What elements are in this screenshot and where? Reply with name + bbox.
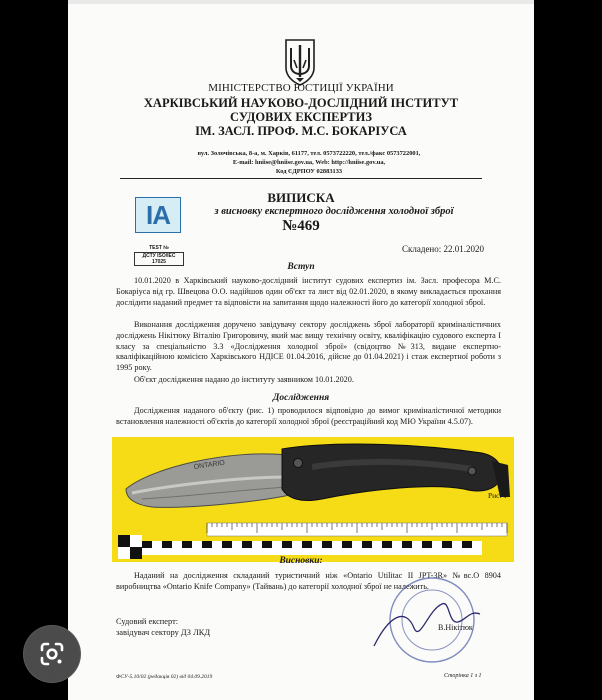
scale-bar-segment <box>172 541 182 548</box>
document-subtitle: з висновку експертного дослідження холодної зброї <box>214 206 454 217</box>
scale-bar-segment <box>222 541 232 548</box>
intro-paragraph-1: 10.01.2020 в Харківський науково-дослідний інститут судових експертиз ім. Засл. професора М.С. Бокаріуса від гр. Швецова О.О. надійшов один об'єкт та лист від 02.01.2020, в якому викладається прохання дослідити наданий предмет та відповісти на запитання щодо належності його до категорії холодної зброї. <box>116 276 501 307</box>
scale-bar-segment <box>372 541 382 548</box>
scale-bar-segment <box>442 541 452 548</box>
address-line-3: Код ЄДРПОУ 02883133 <box>275 168 343 175</box>
accreditation-number: TEST № <box>149 245 169 251</box>
scale-bar-segment <box>402 541 412 548</box>
institute-line-3: ІМ. ЗАСЛ. ПРОФ. М.С. БОКАРІУСА <box>195 124 407 138</box>
scale-bar-segment <box>422 541 432 548</box>
intro-heading: Вступ <box>287 262 315 272</box>
lens-search-button[interactable] <box>24 626 80 682</box>
accreditation-standard: ДСТУ ISO/IEC 17025 <box>134 252 184 266</box>
scale-bar-segment <box>252 541 262 548</box>
scale-bar-segment <box>312 541 322 548</box>
scale-bar-segment <box>432 541 442 548</box>
scale-bar-ticks <box>142 541 482 548</box>
institute-line-2: СУДОВИХ ЕКСПЕРТИЗ <box>230 110 372 124</box>
address-line-1: вул. Золочівська, 8-а, м. Харків, 61177, тел. 0573722220, тел./факс 0573722001, <box>197 150 421 157</box>
accreditation-logo: IA <box>135 197 181 233</box>
research-paragraph: Дослідження наданого об'єкту (рис. 1) проводилося відповідно до вимог криміналістичної методики встановлення належності об'єктів до категорії холодної зброї (реєстраційний код МЮ України 4.5.07). <box>116 406 501 426</box>
header-divider <box>120 178 482 179</box>
document-number: №469 <box>282 218 320 234</box>
scale-bar-segment <box>452 541 462 548</box>
research-heading: Дослідження <box>272 393 330 403</box>
address-line-2: E-mail: hniise@hniise.gov.ua, Web: http://hniise.gov.ua, <box>232 159 386 166</box>
scale-bar-segment <box>292 541 302 548</box>
page-number: Сторінка 1 з 1 <box>444 673 482 679</box>
top-band <box>68 0 534 4</box>
blade-engraving: ONTARIO <box>193 459 226 471</box>
institute-line-1: ХАРКІВСЬКИЙ НАУКОВО-ДОСЛІДНИЙ ІНСТИТУТ <box>143 96 459 110</box>
ministry-name: МІНІСТЕРСТВО ЮСТИЦІЇ УКРАЇНИ <box>208 82 394 94</box>
knife-illustration <box>112 437 514 562</box>
expert-role-line-1: Судовий експерт: <box>116 617 179 626</box>
scale-bar-segment <box>392 541 402 548</box>
scale-bar-segment <box>212 541 222 548</box>
scale-bar-segment <box>302 541 312 548</box>
scale-bar-segment <box>332 541 342 548</box>
scale-bar-segment <box>152 541 162 548</box>
conclusions-heading: Висновки: <box>279 556 323 566</box>
scale-bar-segment <box>182 541 192 548</box>
scale-bar-segment <box>282 541 292 548</box>
expert-role-line-2: завідувач сектору ДЗ ЛКД <box>116 628 211 637</box>
scale-bar-segment <box>362 541 372 548</box>
scale-bar-segment <box>322 541 332 548</box>
scale-bar-segment <box>272 541 282 548</box>
scale-bar-segment <box>262 541 272 548</box>
expert-name: В.Нікітюк <box>438 623 473 632</box>
scale-bar-segment <box>232 541 242 548</box>
official-stamp <box>362 570 492 670</box>
scale-bar-segment <box>342 541 352 548</box>
scale-bar-segment <box>352 541 362 548</box>
scale-bar-segment <box>412 541 422 548</box>
knife-photo <box>112 437 514 562</box>
document-title: ВИПИСКА <box>267 190 335 205</box>
intro-paragraph-3: Об'єкт дослідження надано до інституту заявником 10.01.2020. <box>134 375 354 384</box>
trident-emblem <box>283 38 317 86</box>
scale-bar-segment <box>142 541 152 548</box>
scale-bar-segment <box>472 541 482 548</box>
compiled-date: Складено: 22.01.2020 <box>402 244 485 254</box>
figure-caption: Рис. 1 <box>488 491 508 500</box>
form-code: ФСУ-5.10/02 (редакція 02) від 04.09.2019 <box>116 674 213 680</box>
scale-bar-segment <box>382 541 392 548</box>
scale-bar-segment <box>192 541 202 548</box>
conclusions-paragraph: Наданий на дослідження складаний туристичний ніж «Ontario Utilitac II JPT-3R» №вс.О 8904 виробництва «Ontario Knife Company» (Тайвань) до категорії холодної зброї не належить. <box>116 571 501 591</box>
scale-bar-segment <box>242 541 252 548</box>
scale-bar-segment <box>202 541 212 548</box>
scale-bar-segment <box>462 541 472 548</box>
scale-bar-segment <box>162 541 172 548</box>
document-page <box>68 0 534 700</box>
intro-paragraph-2: Виконання дослідження доручено завідувачу сектору досліджень зброї лабораторії криміналістичних досліджень Нікітюку Віталію Григоровичу, який має вищу технічну освіту, кваліфікацію судового експерта I класу за спеціальністю 3.3 «Дослідження холодної зброї» (свідоцтво №313, видане експертно-кваліфікаційною комісією Харківського НДІСЕ 01.04.2016, дійсне до 01.04.2021) і стаж експертної роботи з 1995 року. <box>116 320 501 373</box>
google-lens-icon <box>38 640 66 668</box>
